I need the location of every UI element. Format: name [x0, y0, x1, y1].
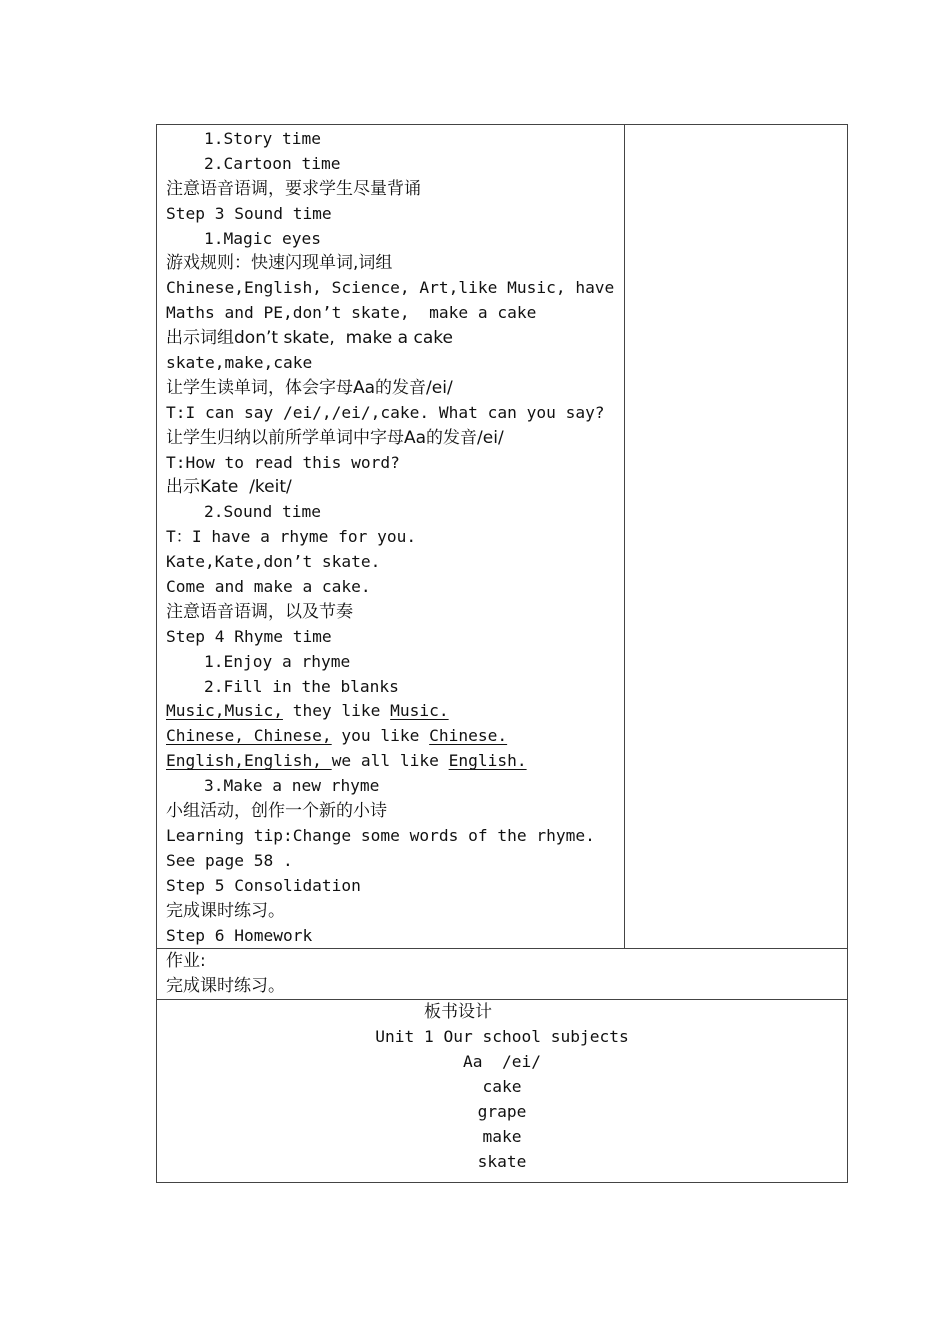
procedure-line: 1.Story time — [204, 129, 321, 148]
teaching-procedure-cell — [157, 125, 625, 949]
procedure-line: T:How to read this word? — [166, 452, 400, 472]
fill-blank-line — [166, 699, 624, 724]
procedure-line: Step 4 Rhyme time — [166, 626, 332, 646]
procedure-line: Learning tip:Change some words of the rhyme. — [166, 825, 595, 845]
procedure-line: 3.Make a new rhyme — [204, 776, 380, 796]
fill-blank-answer: English,English, — [166, 751, 332, 771]
procedure-line: 注意语音语调，以及节奏 — [166, 601, 353, 622]
procedure-line: 出示Kate /keit/ — [166, 477, 292, 498]
fill-blank-text: we all like — [331, 751, 449, 771]
fill-blank-answer: Chinese. — [429, 726, 508, 746]
procedure-line: See page 58 . — [166, 850, 293, 870]
board-title: 板书设计 — [424, 1002, 492, 1023]
fill-blank-line — [166, 749, 624, 774]
homework-text: 完成课时练习。 — [166, 976, 285, 997]
procedure-line: 注意语音语调，要求学生尽量背诵 — [166, 178, 421, 199]
procedure-line: 让学生归纳以前所学单词中字母Aa的发音/ei/ — [166, 427, 504, 448]
procedure-line: 小组活动，创作一个新的小诗 — [166, 801, 387, 822]
board-word: skate — [477, 1151, 527, 1171]
homework-cell — [157, 949, 848, 1000]
fill-blank-text: you like — [331, 726, 430, 746]
board-word: make — [482, 1126, 522, 1146]
board-sound: Aa /ei/ — [463, 1051, 541, 1071]
procedure-row — [157, 125, 848, 949]
fill-blank-answer: English. — [448, 751, 527, 771]
fill-blank-answer: Music. — [390, 701, 449, 721]
board-unit-title: Unit 1 Our school subjects — [375, 1027, 629, 1047]
lesson-plan-table — [156, 124, 848, 1183]
fill-blank-answer: Music,Music, — [166, 701, 283, 721]
procedure-line: Step 5 Consolidation — [166, 875, 361, 895]
procedure-line: Chinese,English, Science, Art,like Music, have — [166, 278, 615, 298]
procedure-line: Step 3 Sound time — [166, 203, 332, 223]
board-word: cake — [482, 1076, 522, 1096]
fill-blank-answer: Chinese, Chinese, — [166, 726, 332, 746]
board-word-list — [157, 1075, 847, 1175]
procedure-line: 2.Sound time — [204, 502, 321, 522]
procedure-line: 完成课时练习。 — [166, 900, 285, 921]
procedure-line: 1.Magic eyes — [204, 228, 321, 248]
procedure-line: 让学生读单词，体会字母Aa的发音/ei/ — [166, 377, 453, 398]
board-word: grape — [477, 1101, 527, 1121]
homework-label: 作业: — [166, 951, 206, 972]
procedure-line: Kate,Kate,don’t skate. — [166, 552, 381, 572]
board-design-row — [157, 1000, 848, 1183]
fill-blank-line — [166, 724, 624, 749]
procedure-line: 2.Fill in the blanks — [204, 676, 399, 696]
homework-row — [157, 949, 848, 1000]
procedure-line: Come and make a cake. — [166, 577, 371, 597]
procedure-line: 出示词组don’t skate, make a cake — [166, 328, 453, 349]
procedure-line: T:I can say /ei/,/ei/,cake. What can you say? — [166, 402, 605, 422]
procedure-line: 1.Enjoy a rhyme — [204, 651, 351, 671]
fill-blank-text: they like — [282, 701, 391, 721]
procedure-line: skate,make,cake — [166, 353, 313, 373]
notes-cell — [625, 125, 848, 949]
procedure-line: 游戏规则：快速闪现单词,词组 — [166, 253, 393, 274]
procedure-line: T：I have a rhyme for you. — [166, 527, 417, 547]
procedure-line: Maths and PE,don’t skate, make a cake — [166, 303, 537, 323]
lesson-plan-sheet — [156, 124, 838, 1183]
board-design-cell — [157, 1000, 848, 1183]
procedure-line: 2.Cartoon time — [204, 153, 341, 173]
procedure-line: Step 6 Homework — [166, 925, 313, 945]
